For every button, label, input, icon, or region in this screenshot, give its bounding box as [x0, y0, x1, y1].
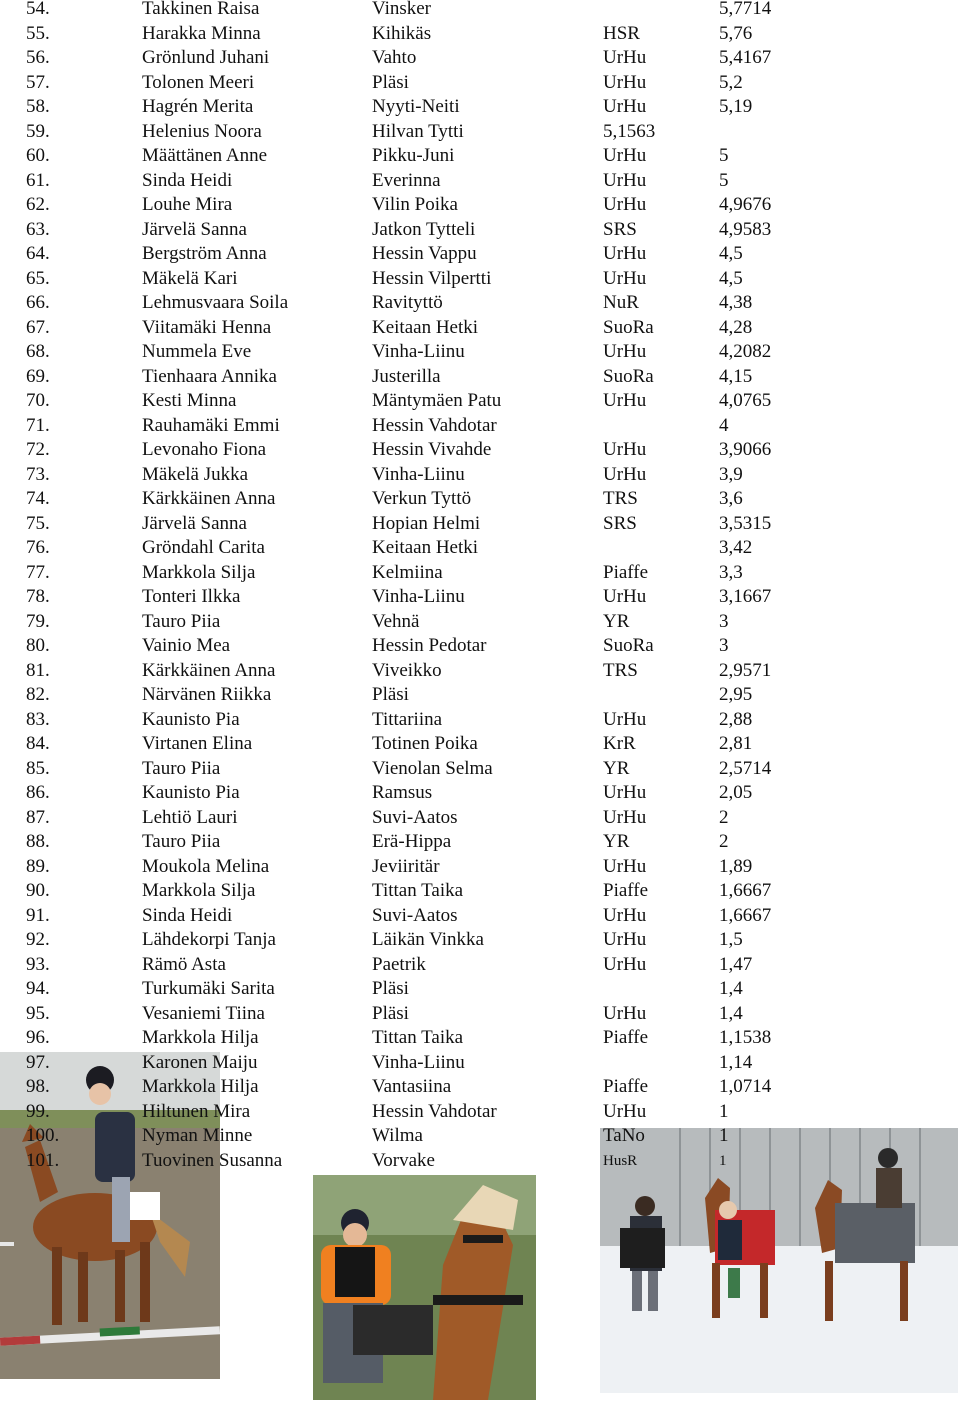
club-code: Piaffe — [603, 561, 649, 583]
rider-name: Sinda Heidi — [142, 169, 233, 191]
table-row — [0, 71, 960, 95]
score-value: 3,1667 — [719, 586, 772, 607]
horse-name: Vinha-Liinu — [372, 341, 465, 362]
horse-name: Vinha-Liinu — [372, 463, 465, 485]
score-value: 4,38 — [719, 292, 753, 313]
rank-number: 93. — [26, 953, 50, 975]
table-row — [0, 463, 960, 487]
horse-name: Vorvake — [372, 1149, 435, 1171]
club-code: UrHu — [603, 855, 647, 877]
score-value: 1,4 — [719, 1002, 743, 1024]
horse-name: Erä-Hippa — [372, 831, 452, 852]
table-row — [0, 1026, 960, 1050]
score-value: 3,3 — [719, 561, 743, 583]
horse-name: Vahto — [372, 47, 417, 68]
rider-name: Lehtiö Lauri — [142, 806, 238, 828]
club-code: HSR — [603, 22, 640, 44]
club-code: SRS — [603, 512, 637, 534]
table-row — [0, 1124, 960, 1148]
table-row — [0, 757, 960, 781]
score-value: 3,5315 — [719, 512, 772, 534]
score-value: 5 — [719, 145, 729, 166]
horse-name: Keitaan Hetki — [372, 316, 479, 338]
score-value: 5,7714 — [719, 0, 772, 19]
score-value: 4,5 — [719, 243, 743, 264]
table-row — [0, 340, 960, 364]
horse-name: Pläsi — [372, 1002, 409, 1024]
score-value: 3,42 — [719, 537, 753, 558]
rider-name: Nyman Minne — [142, 1125, 253, 1146]
horse-name: Kelmiina — [372, 561, 443, 583]
club-code: UrHu — [603, 96, 647, 117]
horse-name: Ravityttö — [372, 292, 443, 313]
rank-number: 60. — [26, 145, 50, 166]
score-value: 4,15 — [719, 365, 753, 387]
rider-name: Tonteri Ilkka — [142, 586, 241, 607]
horse-name: Hessin Vivahde — [372, 439, 492, 460]
rank-number: 87. — [26, 806, 50, 828]
rank-number: 69. — [26, 365, 50, 387]
rank-number: 76. — [26, 537, 50, 558]
table-row — [0, 610, 960, 634]
table-row — [0, 512, 960, 536]
table-row — [0, 487, 960, 511]
photo-driving-pony — [313, 1175, 536, 1400]
score-value: 1,14 — [719, 1051, 753, 1073]
score-value: 3,6 — [719, 488, 743, 509]
club-code: UrHu — [603, 586, 647, 607]
rank-number: 101. — [26, 1149, 60, 1171]
score-value: 1,5 — [719, 929, 743, 950]
rank-number: 73. — [26, 463, 50, 485]
score-value: 2,81 — [719, 733, 753, 754]
club-code: UrHu — [603, 243, 647, 264]
horse-name: Jeviiritär — [372, 855, 440, 877]
horse-name: Vinha-Liinu — [372, 1051, 465, 1073]
score-value: 1,6667 — [719, 904, 772, 926]
rank-number: 91. — [26, 904, 50, 926]
rank-number: 99. — [26, 1100, 50, 1122]
club-code: YR — [603, 610, 630, 632]
table-row — [0, 144, 960, 168]
table-row — [0, 169, 960, 193]
horse-name: Vinsker — [372, 0, 432, 19]
rank-number: 54. — [26, 0, 50, 19]
club-code: UrHu — [603, 463, 647, 485]
score-value: 1,4 — [719, 978, 743, 999]
table-row — [0, 561, 960, 585]
club-code: UrHu — [603, 708, 647, 730]
photo-driving-pony-illustration — [313, 1175, 536, 1400]
table-row — [0, 438, 960, 462]
rank-number: 70. — [26, 390, 50, 411]
rider-name: Turkumäki Sarita — [142, 978, 275, 999]
score-value: 4,28 — [719, 316, 753, 338]
horse-name: Hessin Pedotar — [372, 635, 487, 656]
club-code: UrHu — [603, 929, 647, 950]
rider-name: Louhe Mira — [142, 194, 233, 215]
score-value: 1,0714 — [719, 1076, 772, 1097]
rank-number: 81. — [26, 659, 50, 681]
horse-name: Pikku-Juni — [372, 145, 455, 166]
rider-name: Mäkelä Jukka — [142, 463, 249, 485]
rider-name: Markkola Silja — [142, 561, 256, 583]
horse-name: Justerilla — [372, 365, 441, 387]
table-row — [0, 634, 960, 658]
rider-name: Moukola Melina — [142, 855, 270, 877]
horse-name: Hessin Vappu — [372, 243, 477, 264]
rider-name: Vainio Mea — [142, 635, 231, 656]
club-code: UrHu — [603, 439, 647, 460]
rider-name: Tauro Piia — [142, 831, 221, 852]
score-value: 2 — [719, 831, 729, 852]
rank-number: 77. — [26, 561, 50, 583]
club-code: UrHu — [603, 169, 647, 191]
score-value: 4,2082 — [719, 341, 772, 362]
horse-name: Verkun Tyttö — [372, 488, 472, 509]
table-row — [0, 1149, 960, 1173]
rider-name: Kärkkäinen Anna — [142, 488, 276, 509]
horse-name: Tittariina — [372, 708, 443, 730]
table-row — [0, 365, 960, 389]
score-value: 1,89 — [719, 855, 753, 877]
table-row — [0, 879, 960, 903]
club-code: UrHu — [603, 194, 647, 215]
score-value: 2,9571 — [719, 659, 772, 681]
rank-number: 83. — [26, 708, 50, 730]
rank-number: 92. — [26, 929, 50, 950]
club-code: Piaffe — [603, 1076, 649, 1097]
table-row — [0, 708, 960, 732]
horse-name: Nyyti-Neiti — [372, 96, 460, 117]
horse-name: Totinen Poika — [372, 733, 478, 754]
rider-name: Mäkelä Kari — [142, 267, 238, 289]
rank-number: 58. — [26, 96, 50, 117]
horse-name: Vinha-Liinu — [372, 586, 465, 607]
rider-name: Levonaho Fiona — [142, 439, 267, 460]
table-row — [0, 291, 960, 315]
rank-number: 95. — [26, 1002, 50, 1024]
rank-number: 78. — [26, 586, 50, 607]
club-code: YR — [603, 757, 630, 779]
table-row — [0, 316, 960, 340]
table-row — [0, 1002, 960, 1026]
club-code: HusR — [603, 1152, 638, 1169]
rider-name: Hiltunen Mira — [142, 1100, 251, 1122]
score-value: 5,2 — [719, 71, 743, 93]
club-code: YR — [603, 831, 630, 852]
horse-name: Hessin Vahdotar — [372, 414, 497, 436]
table-row — [0, 904, 960, 928]
score-value: 5,76 — [719, 22, 753, 44]
club-code: SuoRa — [603, 316, 654, 338]
table-row — [0, 120, 960, 144]
rider-name: Tolonen Meeri — [142, 71, 255, 93]
rider-name: Rauhamäki Emmi — [142, 414, 280, 436]
rank-number: 84. — [26, 733, 50, 754]
rank-number: 61. — [26, 169, 50, 191]
horse-name: Hopian Helmi — [372, 512, 481, 534]
rank-number: 68. — [26, 341, 50, 362]
score-value: 1 — [719, 1152, 727, 1169]
score-value: 2 — [719, 806, 729, 828]
rider-name: Lehmusvaara Soila — [142, 292, 289, 313]
horse-name: Pläsi — [372, 684, 409, 705]
rider-name: Takkinen Raisa — [142, 0, 260, 19]
rank-number: 80. — [26, 635, 50, 656]
rider-name: Markkola Silja — [142, 880, 256, 901]
horse-name: Pläsi — [372, 978, 409, 999]
score-value: 4,0765 — [719, 390, 772, 411]
score-value: 2,05 — [719, 782, 753, 803]
score-value: 5 — [719, 169, 729, 191]
rider-name: Nummela Eve — [142, 341, 252, 362]
rank-number: 85. — [26, 757, 50, 779]
club-code: NuR — [603, 292, 639, 313]
score-value: 1,1538 — [719, 1027, 772, 1048]
rank-number: 66. — [26, 292, 50, 313]
club-code: TRS — [603, 488, 638, 509]
score-value: 2,95 — [719, 684, 753, 705]
score-value: 4 — [719, 414, 729, 436]
horse-name: Mäntymäen Patu — [372, 390, 502, 411]
rider-name: Karonen Maiju — [142, 1051, 258, 1073]
rider-name: Vesaniemi Tiina — [142, 1002, 265, 1024]
club-code: SRS — [603, 218, 637, 240]
horse-name: Kihikäs — [372, 22, 432, 44]
rider-name: Markkola Hilja — [142, 1076, 259, 1097]
score-value: 3,9066 — [719, 439, 772, 460]
table-row — [0, 193, 960, 217]
rider-name: Gröndahl Carita — [142, 537, 265, 558]
rank-number: 98. — [26, 1076, 50, 1097]
rank-number: 72. — [26, 439, 50, 460]
horse-name: Tittan Taika — [372, 1027, 464, 1048]
horse-name: Vienolan Selma — [372, 757, 493, 779]
rider-name: Järvelä Sanna — [142, 512, 247, 534]
table-row — [0, 0, 960, 21]
rider-name: Sinda Heidi — [142, 904, 233, 926]
table-row — [0, 1075, 960, 1099]
club-code: UrHu — [603, 71, 647, 93]
table-row — [0, 928, 960, 952]
table-row — [0, 22, 960, 46]
table-row — [0, 536, 960, 560]
club-code: UrHu — [603, 267, 647, 289]
score-value: 1,47 — [719, 953, 753, 975]
horse-name: Everinna — [372, 169, 441, 191]
score-value: 4,9676 — [719, 194, 772, 215]
rank-number: 94. — [26, 978, 50, 999]
club-code: Piaffe — [603, 880, 649, 901]
rank-number: 57. — [26, 71, 50, 93]
score-value: 2,88 — [719, 708, 753, 730]
table-row — [0, 781, 960, 805]
club-code: UrHu — [603, 953, 647, 975]
rank-number: 100. — [26, 1125, 60, 1146]
club-code: UrHu — [603, 1002, 647, 1024]
club-code: Piaffe — [603, 1027, 649, 1048]
rider-name: Määttänen Anne — [142, 145, 268, 166]
rank-number: 74. — [26, 488, 50, 509]
club-code: KrR — [603, 733, 636, 754]
rider-name: Markkola Hilja — [142, 1027, 259, 1048]
horse-name: Suvi-Aatos — [372, 904, 458, 926]
club-code: UrHu — [603, 341, 647, 362]
club-code: UrHu — [603, 806, 647, 828]
horse-name: Hessin Vilpertti — [372, 267, 492, 289]
rank-number: 67. — [26, 316, 50, 338]
table-row — [0, 267, 960, 291]
table-row — [0, 977, 960, 1001]
rider-name: Tauro Piia — [142, 757, 221, 779]
rank-number: 75. — [26, 512, 50, 534]
horse-name: Wilma — [372, 1125, 423, 1146]
rider-name: Tauro Piia — [142, 610, 221, 632]
rider-name: Kesti Minna — [142, 390, 237, 411]
rider-name: Bergström Anna — [142, 243, 267, 264]
table-row — [0, 953, 960, 977]
rider-name: Tienhaara Annika — [142, 365, 277, 387]
score-value: 3 — [719, 635, 729, 656]
rider-name: Grönlund Juhani — [142, 47, 270, 68]
rider-name: Harakka Minna — [142, 22, 261, 44]
table-row — [0, 242, 960, 266]
horse-name: Vantasiina — [372, 1076, 452, 1097]
score-value: 1 — [719, 1125, 729, 1146]
rider-name: Viitamäki Henna — [142, 316, 272, 338]
club-code: TRS — [603, 659, 638, 681]
rank-number: 89. — [26, 855, 50, 877]
rider-name: Tuovinen Susanna — [142, 1149, 283, 1171]
rider-name: Kärkkäinen Anna — [142, 659, 276, 681]
rank-number: 65. — [26, 267, 50, 289]
rank-number: 63. — [26, 218, 50, 240]
table-row — [0, 46, 960, 70]
club-code: UrHu — [603, 1100, 647, 1122]
rider-name: Rämö Asta — [142, 953, 226, 975]
horse-name: Läikän Vinkka — [372, 929, 484, 950]
horse-name: Hessin Vahdotar — [372, 1100, 497, 1122]
table-row — [0, 855, 960, 879]
rank-number: 56. — [26, 47, 50, 68]
horse-name: Ramsus — [372, 782, 433, 803]
table-row — [0, 218, 960, 242]
rider-name: Virtanen Elina — [142, 733, 253, 754]
rider-name: Järvelä Sanna — [142, 218, 247, 240]
rank-number: 71. — [26, 414, 50, 436]
table-row — [0, 95, 960, 119]
club-code: UrHu — [603, 47, 647, 68]
score-value: 5,19 — [719, 96, 753, 117]
table-row — [0, 732, 960, 756]
horse-name: Suvi-Aatos — [372, 806, 458, 828]
rank-number: 96. — [26, 1027, 50, 1048]
rider-name: Lähdekorpi Tanja — [142, 929, 276, 950]
club-code: SuoRa — [603, 635, 654, 656]
table-row — [0, 1051, 960, 1075]
rider-name: Helenius Noora — [142, 120, 262, 142]
score-value: 2,5714 — [719, 757, 772, 779]
horse-name: Jatkon Tytteli — [372, 218, 476, 240]
club-code: UrHu — [603, 390, 647, 411]
score-value: 3 — [719, 610, 729, 632]
club-code: TaNo — [603, 1125, 645, 1146]
club-code: 5,1563 — [603, 120, 656, 142]
table-row — [0, 1100, 960, 1124]
rider-name: Närvänen Riikka — [142, 684, 272, 705]
horse-name: Pläsi — [372, 71, 409, 93]
rank-number: 82. — [26, 684, 50, 705]
score-value: 5,4167 — [719, 47, 772, 68]
table-row — [0, 806, 960, 830]
rank-number: 90. — [26, 880, 50, 901]
table-row — [0, 414, 960, 438]
rank-number: 64. — [26, 243, 50, 264]
rank-number: 55. — [26, 22, 50, 44]
horse-name: Vehnä — [372, 610, 420, 632]
table-row — [0, 585, 960, 609]
score-value: 3,9 — [719, 463, 743, 485]
club-code: UrHu — [603, 782, 647, 803]
score-value: 4,9583 — [719, 218, 772, 240]
table-row — [0, 389, 960, 413]
horse-name: Keitaan Hetki — [372, 537, 479, 558]
score-value: 1 — [719, 1100, 729, 1122]
rider-name: Hagrén Merita — [142, 96, 254, 117]
rank-number: 79. — [26, 610, 50, 632]
club-code: UrHu — [603, 145, 647, 166]
rank-number: 86. — [26, 782, 50, 803]
rank-number: 62. — [26, 194, 50, 215]
table-row — [0, 659, 960, 683]
horse-name: Vilin Poika — [372, 194, 458, 215]
score-value: 4,5 — [719, 267, 743, 289]
horse-name: Paetrik — [372, 953, 426, 975]
score-value: 1,6667 — [719, 880, 772, 901]
club-code: SuoRa — [603, 365, 654, 387]
rank-number: 88. — [26, 831, 50, 852]
rank-number: 59. — [26, 120, 50, 142]
rank-number: 97. — [26, 1051, 50, 1073]
club-code: UrHu — [603, 904, 647, 926]
horse-name: Hilvan Tytti — [372, 120, 464, 142]
horse-name: Tittan Taika — [372, 880, 464, 901]
rider-name: Kaunisto Pia — [142, 708, 240, 730]
table-row — [0, 683, 960, 707]
horse-name: Viveikko — [372, 659, 442, 681]
table-row — [0, 830, 960, 854]
rider-name: Kaunisto Pia — [142, 782, 240, 803]
